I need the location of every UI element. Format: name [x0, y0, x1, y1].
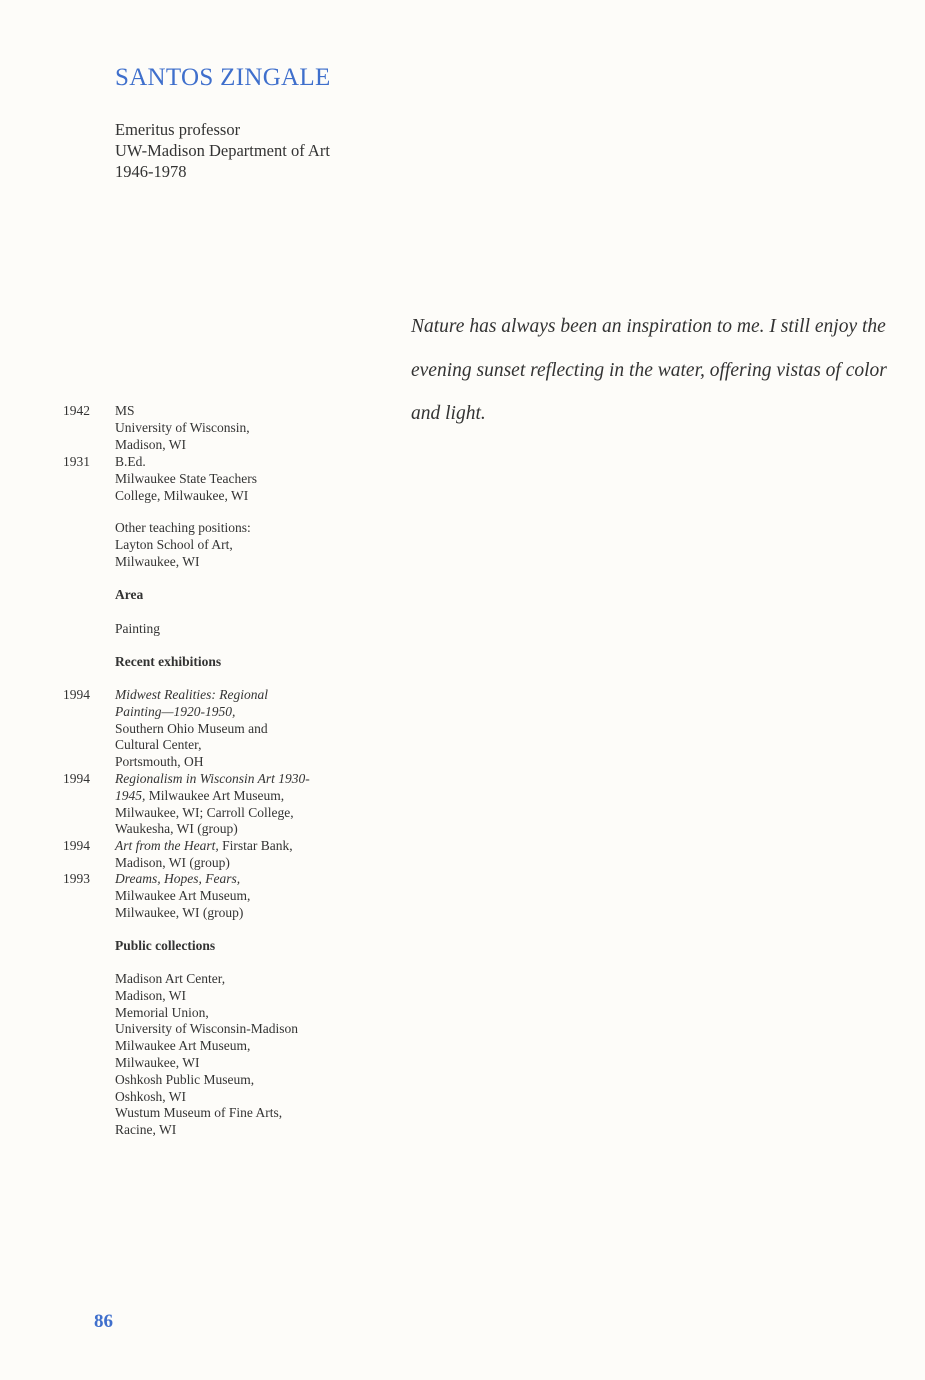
- exhibition-title: Midwest Realities: Regional: [115, 687, 268, 702]
- exhibition-detail: Milwaukee, WI; Carroll College,: [115, 804, 294, 820]
- exhibition-entry: [115, 838, 345, 872]
- institution-line: Madison, WI: [115, 436, 186, 452]
- other-teaching-line: Milwaukee, WI: [115, 553, 200, 569]
- exhibition-title: Dreams, Hopes, Fears,: [115, 871, 241, 886]
- collection-line: Wustum Museum of Fine Arts,: [115, 1105, 283, 1121]
- exhibition-title: Regionalism in Wisconsin Art 1930-: [115, 771, 310, 786]
- degree: B.Ed.: [115, 454, 146, 469]
- exhibition-title: Art from the Heart,: [115, 838, 219, 853]
- author-intro: [115, 119, 330, 182]
- collection-line: Oshkosh Public Museum,: [115, 1071, 255, 1087]
- degree: MS: [115, 403, 135, 418]
- institution-line: University of Wisconsin,: [115, 419, 250, 435]
- page-number: 86: [94, 1311, 113, 1332]
- exhibition-detail: Milwaukee Art Museum,: [115, 887, 251, 903]
- collections-heading: Public collections: [115, 938, 216, 953]
- exhibition-year: 1994: [63, 771, 90, 786]
- exhibition-venue: Firstar Bank,: [218, 838, 293, 853]
- collection-line: University of Wisconsin-Madison: [115, 1021, 298, 1037]
- intro-department: UW-Madison Department of Art: [115, 141, 330, 160]
- collections-list: [115, 971, 345, 1139]
- exhibition-year: 1994: [63, 687, 90, 702]
- other-teaching-label: Other teaching positions:: [115, 520, 251, 535]
- exhibition-entry: [115, 871, 345, 921]
- collection-line: Milwaukee, WI: [115, 1054, 200, 1070]
- other-teaching-line: Layton School of Art,: [115, 536, 233, 552]
- intro-title: Emeritus professor: [115, 120, 241, 139]
- artist-quote: Nature has always been an inspiration to me. I still enjoy the evening sunset reflecting in the water, offering vistas of color and light.: [411, 316, 887, 424]
- collection-line: Madison, WI: [115, 987, 186, 1003]
- exhibition-venue: Milwaukee Art Museum,: [145, 787, 285, 803]
- institution-line: College, Milwaukee, WI: [115, 487, 249, 503]
- exhibition-detail: Southern Ohio Museum and: [115, 720, 268, 736]
- exhibition-detail: Milwaukee, WI (group): [115, 904, 244, 920]
- education-year: 1942: [63, 403, 90, 418]
- exhibitions-heading: Recent exhibitions: [115, 654, 222, 669]
- exhibition-entry: [115, 687, 345, 771]
- exhibition-detail: Portsmouth, OH: [115, 754, 204, 770]
- area-heading: Area: [115, 587, 144, 602]
- intro-years: 1946-1978: [115, 162, 187, 181]
- collection-line: Oshkosh, WI: [115, 1088, 187, 1104]
- other-teaching: [115, 520, 345, 570]
- collection-line: Racine, WI: [115, 1122, 177, 1138]
- education-entry: [115, 403, 345, 453]
- exhibition-detail: Waukesha, WI (group): [115, 821, 238, 837]
- exhibition-year: 1994: [63, 838, 90, 853]
- education-year: 1931: [63, 454, 90, 469]
- institution-line: Milwaukee State Teachers: [115, 470, 258, 486]
- collection-line: Madison Art Center,: [115, 971, 226, 986]
- page-title: SANTOS ZINGALE: [115, 64, 331, 91]
- collection-line: Memorial Union,: [115, 1004, 209, 1020]
- exhibition-detail: Cultural Center,: [115, 737, 202, 753]
- education-entry: [115, 454, 345, 504]
- area-value: Painting: [115, 621, 161, 636]
- exhibition-title: 1945,: [115, 787, 146, 803]
- exhibition-detail: Madison, WI (group): [115, 854, 230, 870]
- collection-line: Milwaukee Art Museum,: [115, 1038, 251, 1054]
- exhibition-title: Painting—1920-1950,: [115, 703, 236, 719]
- exhibition-entry: [115, 771, 345, 838]
- exhibition-year: 1993: [63, 871, 90, 886]
